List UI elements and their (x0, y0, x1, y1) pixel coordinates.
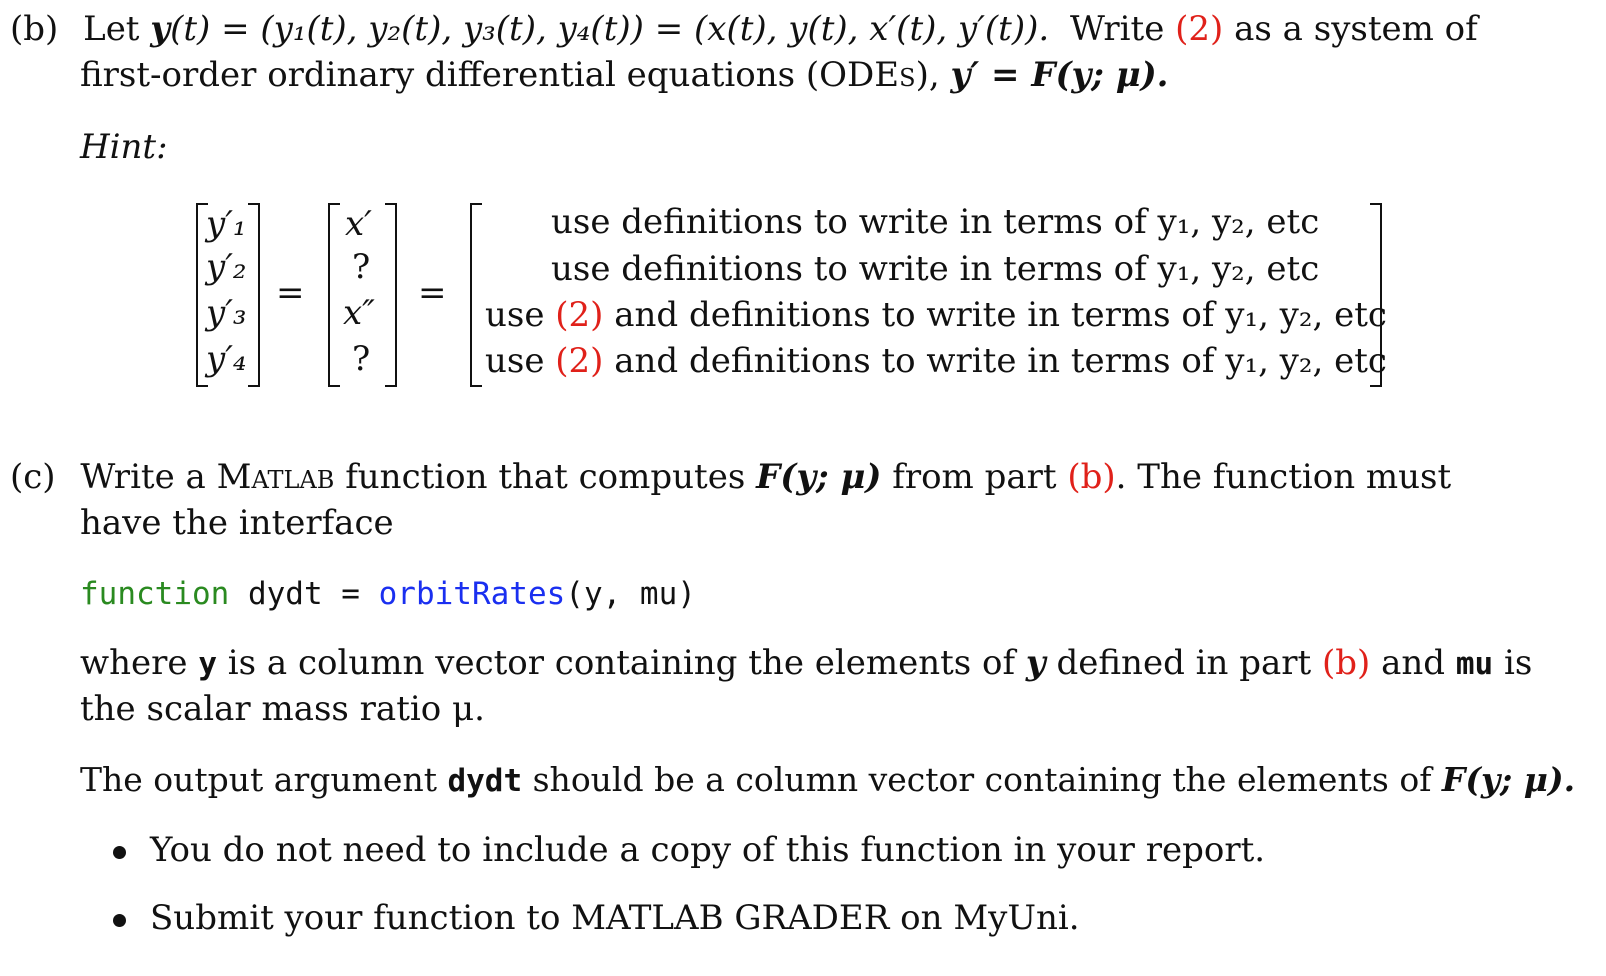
rhs-entry: use definitions to write in terms of y₁, y₂, etc (551, 202, 1320, 242)
lhs-entry: y′₁ (206, 204, 247, 244)
code-function-name: orbitRates (378, 576, 566, 612)
lhs-entry: y′₃ (206, 293, 247, 333)
part-b-line-2: first-order ordinary differential equations (ODEs), y′ = F(y; μ). (80, 55, 1169, 95)
hint-label: Hint: (80, 127, 168, 167)
where-line-1: where y is a column vector containing the elements of y defined in part (b) and mu is (80, 643, 1533, 683)
lhs-entry: y′₄ (206, 339, 247, 379)
part-b-link[interactable]: (b) (1321, 643, 1371, 683)
function-signature: function dydt = orbitRates(y, mu) (80, 576, 696, 612)
part-c-line-2: have the interface (80, 503, 394, 543)
part-b-label: (b) (10, 9, 59, 49)
part-c-label: (c) (10, 457, 56, 497)
part-b-line-1: (b) Let y(t) = (y₁(t), y₂(t), y₃(t), y₄(t)) = (x(t), y(t), x′(t), y′(t)). Write (2) as a system of (10, 9, 1478, 49)
output-line: The output argument dydt should be a column vector containing the elements of F(y; μ). (80, 760, 1576, 799)
rhs-entry: use (2) and definitions to write in terms of y₁, y₂, etc (485, 341, 1387, 381)
physical-tuple: (x(t), y(t), x′(t), y′(t)). (694, 9, 1050, 49)
bullet-item: Submit your function to MATLAB GRADER on MyUni. (150, 898, 1080, 938)
bullet-item: You do not need to include a copy of this function in your report. (150, 830, 1266, 870)
equation-2-link[interactable]: (2) (555, 295, 604, 335)
rhs-entry: use definitions to write in terms of y₁, y₂, etc (551, 249, 1320, 289)
rhs-entry: use (2) and definitions to write in terms of y₁, y₂, etc (485, 295, 1387, 335)
lhs-entry: y′₂ (206, 247, 247, 287)
middle-entry: x″ (343, 293, 375, 333)
ode-form: y′ = F(y; μ). (950, 55, 1169, 95)
lhs-bracket-right (248, 203, 260, 387)
middle-entry: x′ (345, 204, 372, 244)
middle-bracket-right (385, 203, 397, 387)
matrix-equals-2: = (418, 273, 447, 313)
equation-2-link[interactable]: (2) (555, 341, 604, 381)
code-keyword: function (80, 576, 230, 612)
equation-2-link[interactable]: (2) (1175, 9, 1224, 49)
bullet-dot (113, 846, 126, 859)
middle-entry: ? (352, 339, 371, 379)
components-tuple: (y₁(t), y₂(t), y₃(t), y₄(t)) (260, 9, 644, 49)
middle-bracket-left (328, 203, 340, 387)
matlab-name: Matlab (216, 457, 335, 497)
part-b-link[interactable]: (b) (1067, 457, 1116, 497)
part-c-line-1: (c) Write a Matlab function that computes F(y; μ) from part (b). The function must (10, 457, 1452, 497)
matrix-equals-1: = (276, 273, 305, 313)
middle-entry: ? (352, 247, 371, 287)
rhs-bracket-left (470, 203, 482, 387)
bullet-dot (113, 914, 126, 927)
where-line-2: the scalar mass ratio μ. (80, 689, 485, 729)
